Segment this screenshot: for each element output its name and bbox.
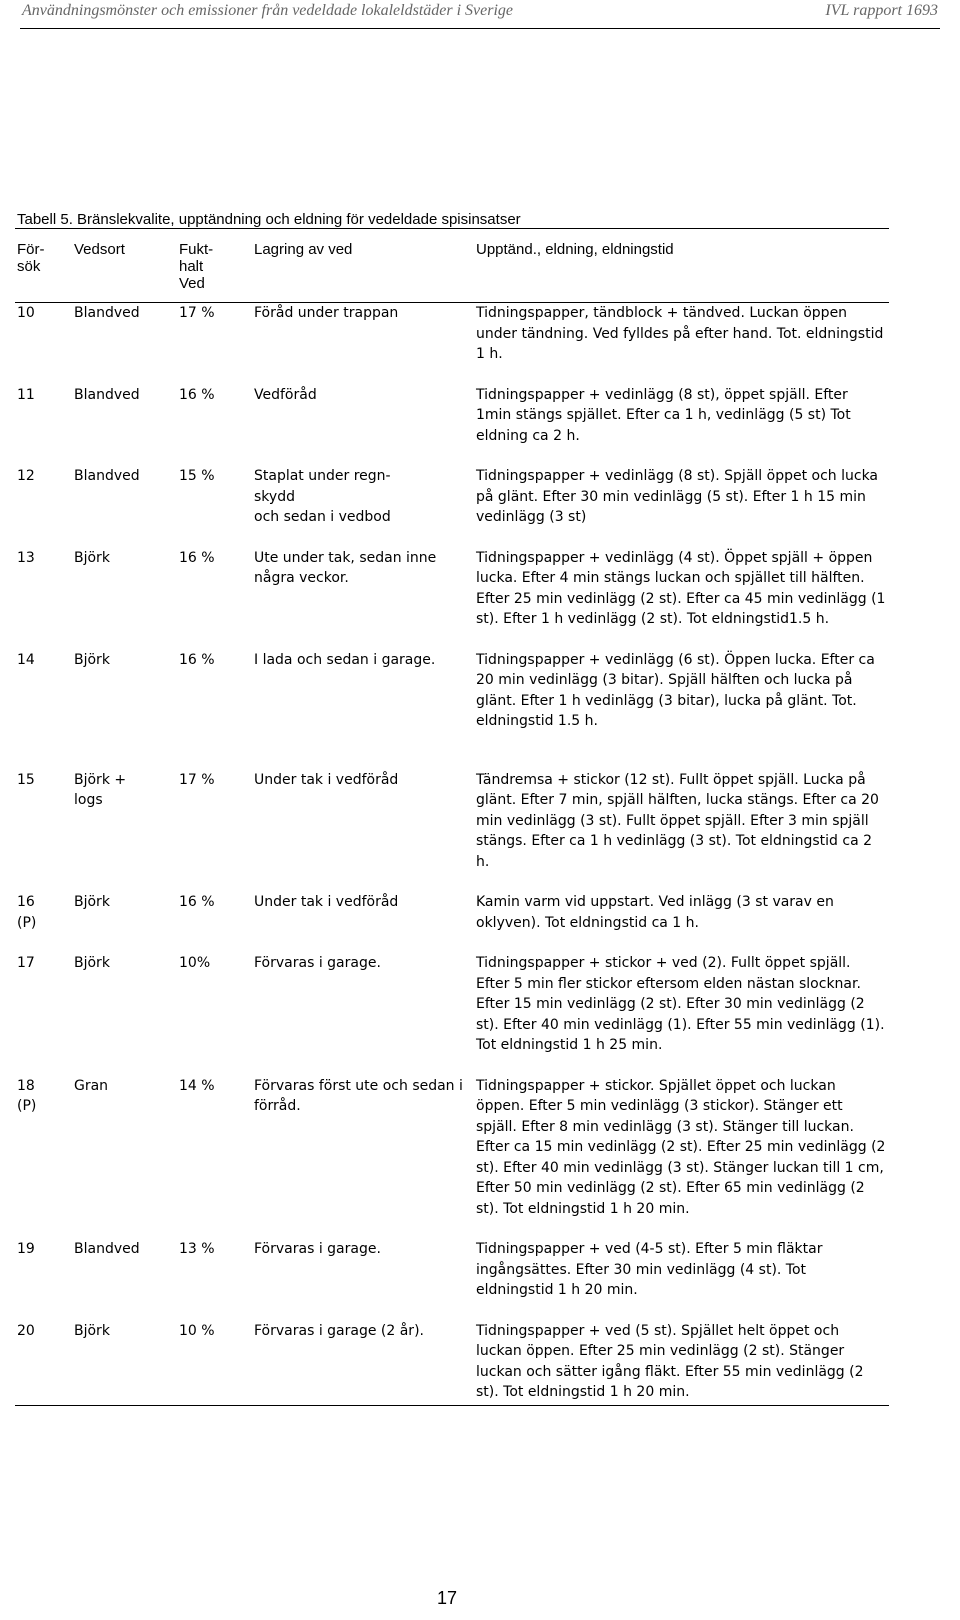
- table-row: [15, 953, 889, 1076]
- cell-forsok: 18 (P): [17, 1077, 37, 1114]
- page-number: 17: [437, 1588, 458, 1608]
- cell-forsok: 20: [17, 1322, 35, 1339]
- cell-fukthalt: 10 %: [179, 1322, 215, 1339]
- cell-fukthalt: 10%: [179, 955, 211, 971]
- cell-upptandning: Tändremsa + stickor (12 st). Fullt öppet spjäll. Lucka på glänt. Efter 7 min, spjäll hälften, lucka stängs. Efter ca 20 min vedinlägg (3 st). Fullt öppet spjäll. Efter 3 min spjäll stängs. Efter ca 1 h vedinlägg (3 st). Tot eldningstid ca 2 h.: [476, 771, 879, 870]
- running-header: [20, 0, 940, 29]
- table-row: [15, 1239, 889, 1321]
- header-report-number: IVL rapport 1693: [825, 2, 938, 19]
- fuel-quality-table: [15, 228, 889, 1406]
- cell-lagring: Förvaras i garage.: [254, 1241, 381, 1257]
- cell-lagring: Ute under tak, sedan inne några veckor.: [254, 549, 437, 586]
- cell-vedsort: Björk: [74, 955, 110, 971]
- table-row: [15, 892, 889, 953]
- table-row: [15, 548, 889, 650]
- cell-vedsort: Björk: [74, 1322, 110, 1339]
- cell-fukthalt: 17 %: [179, 305, 215, 321]
- cell-vedsort: Blandved: [74, 1241, 140, 1257]
- cell-lagring: Förvaras i garage.: [254, 955, 381, 971]
- cell-upptandning: Tidningspapper, tändblock + tändved. Luckan öppen under tändning. Ved fylldes på efter hand. Tot. eldningstid 1 h.: [476, 305, 884, 362]
- cell-vedsort: Blandved: [74, 386, 140, 403]
- column-header-vedsort: Vedsort: [74, 241, 125, 258]
- cell-upptandning: Tidningspapper + vedinlägg (4 st). Öppet spjäll + öppen lucka. Efter 4 min stängs luckan och spjället till hälften. Efter 25 min vedinlägg (2 st). Efter ca 45 min vedinlägg (1 st). Efter 1 h vedinlägg (2 st). Tot eldningstid1.5 h.: [476, 549, 886, 627]
- cell-upptandning: Tidningspapper + stickor + ved (2). Fullt öppet spjäll. Efter 5 min fler stickor eftersom elden nästan slocknar. Efter 15 min vedinlägg (2 st). Efter 30 min vedinlägg (2 st). Efter 40 min vedinlägg (1). Efter 55 min vedinlägg (1). Tot eldningstid 1 h 25 min.: [476, 955, 885, 1053]
- cell-vedsort: Björk: [74, 651, 110, 668]
- cell-forsok: 16 (P): [17, 894, 37, 931]
- cell-lagring: Under tak i vedföråd: [254, 894, 399, 910]
- cell-forsok: 13: [17, 549, 35, 566]
- cell-vedsort: Björk: [74, 549, 110, 566]
- cell-forsok: 10: [17, 305, 35, 321]
- cell-fukthalt: 13 %: [179, 1241, 215, 1257]
- table-header-row: [15, 229, 889, 303]
- cell-fukthalt: 16 %: [179, 651, 215, 668]
- table-caption: Tabell 5. Bränslekvalite, upptändning och eldning för vedeldade spisinsatser: [17, 211, 521, 228]
- cell-vedsort: Blandved: [74, 468, 140, 484]
- cell-upptandning: Tidningspapper + ved (5 st). Spjället helt öppet och luckan öppen. Efter 25 min vedinlägg (2 st). Stänger luckan och sätter igång fläkt. Efter 55 min vedinlägg (2 st). Tot eldningstid 1 h 20 min.: [476, 1322, 864, 1400]
- header-title: Användningsmönster och emissioner från vedeldade lokaleldstäder i Sverige: [22, 2, 514, 19]
- cell-upptandning: Tidningspapper + vedinlägg (6 st). Öppen lucka. Efter ca 20 min vedinlägg (3 bitar). Spjäll hälften och lucka på glänt. Efter 1 h vedinlägg (3 bitar), lucka på glänt. Tot. eldningstid 1.5 h.: [476, 651, 875, 729]
- cell-lagring: I lada och sedan i garage.: [254, 651, 436, 668]
- cell-forsok: 11: [17, 386, 35, 403]
- cell-lagring: Föråd under trappan: [254, 305, 399, 321]
- table-row: [15, 466, 889, 548]
- column-header-fukthalt: Fukt- halt Ved: [179, 241, 214, 292]
- table-body: [15, 303, 889, 1406]
- cell-fukthalt: 17 %: [179, 771, 215, 788]
- table-row: [15, 385, 889, 467]
- cell-vedsort: Björk: [74, 894, 110, 910]
- table-row: [15, 1321, 889, 1406]
- cell-fukthalt: 15 %: [179, 468, 215, 484]
- column-header-lagring: Lagring av ved: [254, 241, 353, 258]
- column-header-forsok: För- sök: [17, 241, 45, 275]
- cell-upptandning: Tidningspapper + ved (4-5 st). Efter 5 min fläktar ingångsättes. Efter 30 min vedinlägg (4 st). Tot eldningstid 1 h 20 min.: [476, 1241, 823, 1298]
- table-row: [15, 770, 889, 893]
- table-row: [15, 650, 889, 770]
- cell-fukthalt: 16 %: [179, 894, 215, 910]
- cell-vedsort: Blandved: [74, 305, 140, 321]
- cell-lagring: Staplat under regn- skydd och sedan i vedbod: [254, 468, 391, 525]
- cell-forsok: 17: [17, 955, 35, 971]
- cell-upptandning: Tidningspapper + vedinlägg (8 st), öppet spjäll. Efter 1min stängs spjället. Efter ca 1 h, vedinlägg (5 st) Tot eldning ca 2 h.: [476, 386, 851, 444]
- cell-upptandning: Tidningspapper + vedinlägg (8 st). Spjäll öppet och lucka på glänt. Efter 30 min vedinlägg (5 st). Efter 1 h 15 min vedinlägg (3 st): [476, 468, 879, 525]
- cell-lagring: Förvaras i garage (2 år).: [254, 1322, 424, 1339]
- cell-forsok: 14: [17, 651, 35, 668]
- cell-forsok: 12: [17, 468, 35, 484]
- column-header-upptandning: Upptänd., eldning, eldningstid: [476, 241, 674, 258]
- cell-forsok: 15: [17, 771, 35, 788]
- cell-fukthalt: 16 %: [179, 549, 215, 566]
- cell-vedsort: Gran: [74, 1077, 109, 1094]
- cell-forsok: 19: [17, 1241, 35, 1257]
- table-row: [15, 303, 889, 385]
- table-row: [15, 1076, 889, 1240]
- cell-lagring: Vedföråd: [254, 386, 317, 403]
- cell-fukthalt: 14 %: [179, 1077, 215, 1094]
- cell-fukthalt: 16 %: [179, 386, 215, 403]
- cell-lagring: Under tak i vedföråd: [254, 771, 399, 788]
- cell-upptandning: Tidningspapper + stickor. Spjället öppet och luckan öppen. Efter 5 min vedinlägg (3 stickor). Stänger ett spjäll. Efter 8 min vedinlägg (3 st). Stänger till luckan. Efter ca 15 min vedinlägg (2 st). Efter 25 min vedinlägg (2 st). Efter 40 min vedinlägg (3 st). Stänger luckan till 1 cm, Efter 50 min vedinlägg (2 st). Efter 65 min vedinlägg (2 st). Tot eldningstid 1 h 20 min.: [476, 1077, 886, 1217]
- cell-lagring: Förvaras först ute och sedan i förråd.: [254, 1077, 463, 1114]
- cell-vedsort: Björk + logs: [74, 771, 127, 808]
- cell-upptandning: Kamin varm vid uppstart. Ved inlägg (3 st varav en oklyven). Tot eldningstid ca 1 h.: [476, 894, 834, 931]
